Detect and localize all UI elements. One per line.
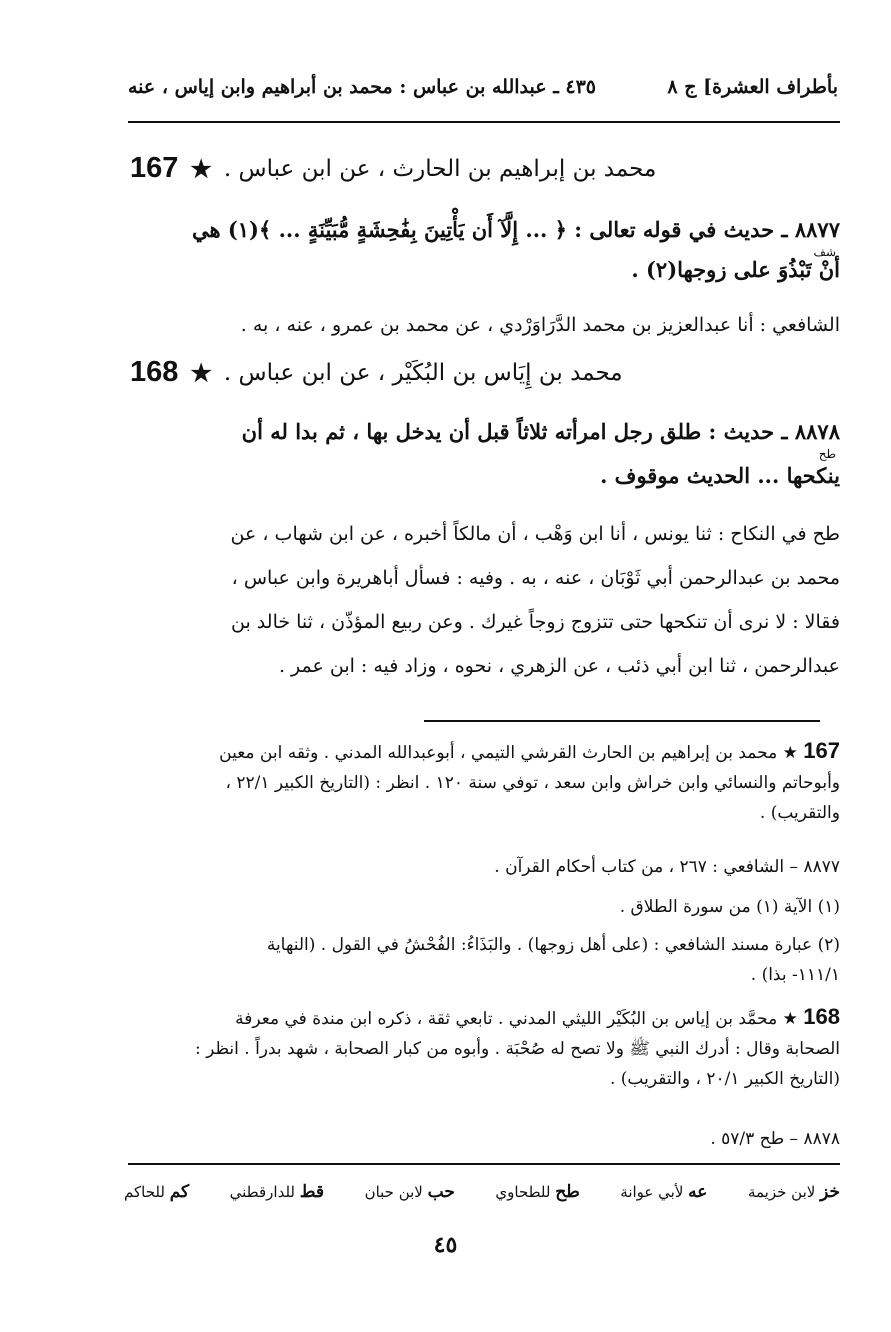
person-number: 167 (130, 152, 179, 184)
header-subject: ٤٣٥ ـ عبدالله بن عباس : محمد بن أبراهيم وابن إياس ، عنه (128, 76, 596, 98)
star-icon: ★ (782, 1009, 798, 1029)
person-168 (130, 356, 840, 389)
source-line: فقالا : لا نرى أن تنكحها حتى تتزوج زوجاً غيرك . وعن ربيع المؤذّن ، ثنا خالد بن (231, 611, 840, 633)
legend-item: طح للطحاوي (495, 1182, 580, 1202)
footnote-line: (٢) عبارة مسند الشافعي : (على أهل زوجها) . والبَذَاءُ: الفُحْشُ في القول . (النهاية (266, 935, 840, 955)
star-icon: ★ (190, 358, 212, 387)
hadith-8877-line2: شف أنْ تَبْذُوَ على زوجها(٢) . (130, 250, 840, 290)
footnote-line: 168 ★ محمَّد بن إياس بن البُكَيْر الليثي المدني . تابعي ثقة ، ذكره ابن مندة في معرفة (235, 1004, 840, 1029)
footnote-rule (424, 720, 820, 722)
footnote-number: 167 (803, 738, 840, 763)
hadith-8878-line2: طح ينكحها ... الحديث موقوف . (130, 456, 840, 496)
star-icon: ★ (190, 154, 212, 183)
star-icon: ★ (782, 743, 798, 763)
footnote-line: الصحابة وقال : أدرك النبي ﷺ ولا تصح له صُحْبَة . وأبوه من كبار الصحابة ، شهد بدراً . انظر : (194, 1039, 840, 1059)
person-number: 168 (130, 356, 179, 388)
hadith-8877 (130, 210, 840, 290)
footnote-number: 168 (803, 1004, 840, 1029)
footnote-168 (130, 1002, 840, 1094)
hadith-8877-source: الشافعي : أنا عبدالعزيز بن محمد الدَّرَاوَرْدي ، عن محمد بن عمرو ، عنه ، به . (240, 314, 840, 336)
footnote-167 (130, 736, 840, 828)
hadith-8878 (130, 412, 840, 496)
abbreviation-legend (124, 1182, 840, 1202)
footnote-line: 167 ★ محمد بن إبراهيم بن الحارث القرشي التيمي ، أبوعبدالله المدني . وثقه ابن معين (219, 738, 840, 763)
footnote-line: (التاريخ الكبير ٢٠/١ ، والتقريب) . (609, 1069, 840, 1089)
running-header (128, 76, 838, 98)
person-167 (130, 152, 840, 185)
legend-item: كم للحاكم (124, 1182, 190, 1202)
hadith-8878-line1: ٨٨٧٨ ـ حديث : طلق رجل امرأته ثلاثاً قبل أن يدخل بها ، ثم بدا له أن (241, 419, 840, 444)
legend-item: عه لأبي عوانة (620, 1182, 708, 1202)
footnote-line: والتقريب) . (759, 803, 840, 823)
header-volume: بأطراف العشرة] ج ٨ (667, 76, 838, 98)
legend-rule (128, 1163, 840, 1165)
person-name: محمد بن إبراهيم بن الحارث ، عن ابن عباس . (223, 155, 657, 182)
hadith-8877-line1: ٨٨٧٧ ـ حديث في قوله تعالى : ﴿ ... إِلَّآ أَن يَأْتِينَ بِفَٰحِشَةٍ مُّبَيِّنَةٍ ... ﴾(١) هي (191, 217, 840, 242)
legend-item: خز لابن خزيمة (747, 1182, 840, 1202)
header-rule (128, 121, 840, 123)
source-line: محمد بن عبدالرحمن أبي ثَوْبَان ، عنه ، به . وفيه : فسأل أباهريرة وابن عباس ، (231, 567, 840, 589)
legend-item: حب لابن حبان (364, 1182, 455, 1202)
person-name: محمد بن إِيَاس بن البُكَيْر ، عن ابن عباس . (223, 359, 623, 386)
footnote-note-1: (١) الآية (١) من سورة الطلاق . (619, 897, 840, 917)
hadith-8878-source (130, 512, 840, 688)
source-line: عبدالرحمن ، ثنا ابن أبي ذئب ، عن الزهري ، نحوه ، وزاد فيه : ابن عمر . (278, 655, 840, 677)
source-marker: طح (818, 447, 836, 461)
page-number: ٤٥ (433, 1232, 458, 1258)
footnote-8877: ٨٨٧٧ – الشافعي : ٢٦٧ ، من كتاب أحكام القرآن . (494, 857, 840, 877)
source-line: طح في النكاح : ثنا يونس ، أنا ابن وَهْب ، أن مالكاً أخبره ، عن ابن شهاب ، عن (230, 523, 840, 545)
footnote-line: ١١١/١- بذا) . (750, 965, 840, 985)
legend-item: قط للدارقطني (229, 1182, 325, 1202)
footnote-note-2 (130, 930, 840, 990)
source-marker: شف (813, 245, 836, 259)
footnote-8878: ٨٨٧٨ – طح ٥٧/٣ . (710, 1129, 840, 1149)
footnote-line: وأبوحاتم والنسائي وابن خراش وابن سعد ، توفي سنة ١٢٠ . انظر : (التاريخ الكبير ٢٢/١ ، (225, 773, 840, 793)
